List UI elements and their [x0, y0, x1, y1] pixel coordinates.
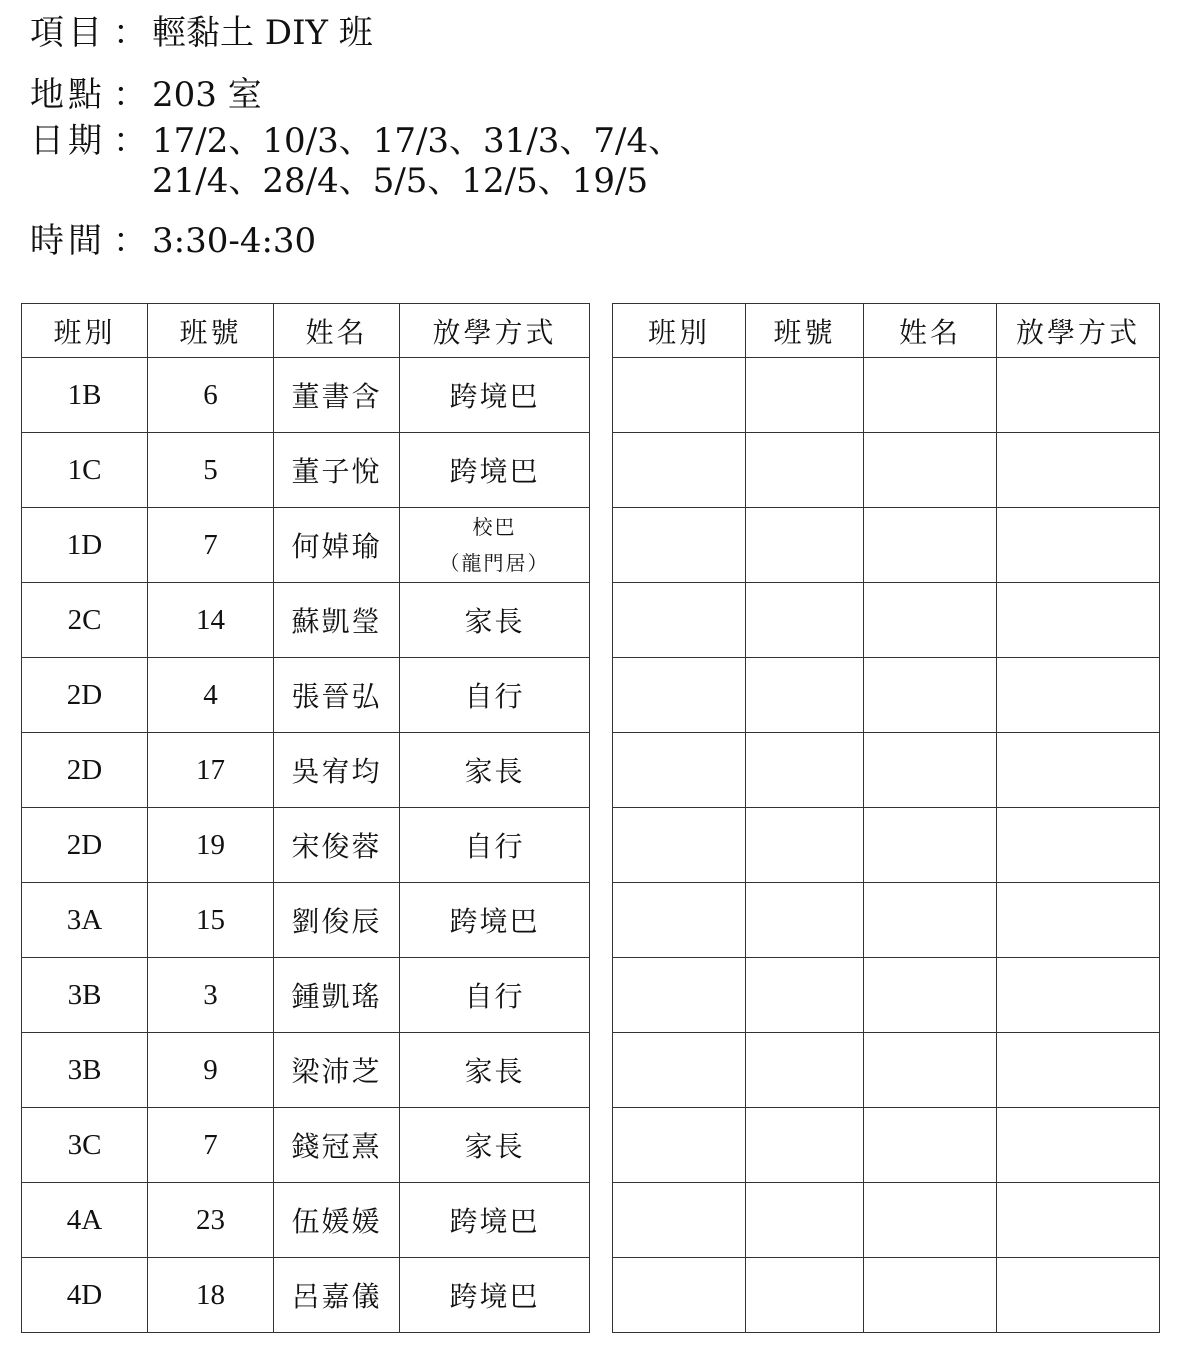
- cell-class: 4A: [22, 1183, 148, 1258]
- cell-number: [746, 1108, 864, 1183]
- header-name: 姓名: [274, 304, 400, 358]
- cell-class: 4D: [22, 1258, 148, 1333]
- cell-name: 蘇凱瑩: [274, 583, 400, 658]
- header-row: [613, 304, 1160, 358]
- table-row: [613, 433, 1160, 508]
- cell-class: 3B: [22, 1033, 148, 1108]
- cell-dismissal: [997, 958, 1160, 1033]
- cell-dismissal: [400, 508, 590, 583]
- header-class: 班別: [613, 304, 746, 358]
- cell-class: [613, 1108, 746, 1183]
- cell-number: 15: [148, 883, 274, 958]
- dates-colon: ：: [113, 121, 147, 161]
- table-row: [613, 1033, 1160, 1108]
- cell-number: [746, 808, 864, 883]
- cell-class: [613, 1258, 746, 1333]
- location-value: 203 室: [152, 75, 262, 115]
- cell-number: 4: [148, 658, 274, 733]
- dismissal-line-1: 校巴: [472, 515, 517, 539]
- header-row: [22, 304, 590, 358]
- table-row: [613, 358, 1160, 433]
- cell-name: 何婥瑜: [274, 508, 400, 583]
- cell-number: 7: [148, 1108, 274, 1183]
- cell-name: [864, 1258, 997, 1333]
- location-colon: ：: [113, 75, 147, 115]
- cell-dismissal: 家長: [400, 583, 590, 658]
- dates-label: 日期: [30, 121, 106, 161]
- cell-class: 1D: [22, 508, 148, 583]
- cell-number: [746, 883, 864, 958]
- table-row: [22, 1183, 590, 1258]
- time-colon: ：: [113, 221, 147, 261]
- cell-name: 錢冠熹: [274, 1108, 400, 1183]
- table-row: [22, 958, 590, 1033]
- cell-class: [613, 733, 746, 808]
- cell-class: 1C: [22, 433, 148, 508]
- cell-number: [746, 658, 864, 733]
- cell-name: 鍾凱瑤: [274, 958, 400, 1033]
- header-class: 班別: [22, 304, 148, 358]
- cell-name: [864, 358, 997, 433]
- cell-class: 2D: [22, 658, 148, 733]
- project-label: 項目: [30, 13, 106, 53]
- cell-dismissal: 跨境巴: [400, 433, 590, 508]
- cell-dismissal: [997, 1258, 1160, 1333]
- cell-class: [613, 358, 746, 433]
- cell-class: 3C: [22, 1108, 148, 1183]
- table-row: [613, 808, 1160, 883]
- cell-dismissal: [997, 658, 1160, 733]
- project-colon: ：: [113, 13, 147, 53]
- header-dismissal: 放學方式: [400, 304, 590, 358]
- cell-class: 3B: [22, 958, 148, 1033]
- cell-dismissal: 家長: [400, 1108, 590, 1183]
- cell-class: [613, 508, 746, 583]
- cell-name: 劉俊辰: [274, 883, 400, 958]
- cell-number: 5: [148, 433, 274, 508]
- table-row: [22, 883, 590, 958]
- cell-number: [746, 1183, 864, 1258]
- cell-name: [864, 1033, 997, 1108]
- cell-class: 1B: [22, 358, 148, 433]
- cell-number: 17: [148, 733, 274, 808]
- cell-name: [864, 958, 997, 1033]
- time-value: 3:30-4:30: [152, 221, 317, 261]
- cell-class: [613, 658, 746, 733]
- cell-number: [746, 358, 864, 433]
- table-row: [22, 358, 590, 433]
- cell-dismissal: 跨境巴: [400, 358, 590, 433]
- header-name: 姓名: [864, 304, 997, 358]
- cell-dismissal: 自行: [400, 808, 590, 883]
- cell-dismissal: [997, 808, 1160, 883]
- table-row: [22, 433, 590, 508]
- cell-number: [746, 583, 864, 658]
- cell-name: 張晉弘: [274, 658, 400, 733]
- cell-dismissal: [997, 1033, 1160, 1108]
- cell-dismissal: 自行: [400, 658, 590, 733]
- cell-dismissal: 自行: [400, 958, 590, 1033]
- cell-class: 2C: [22, 583, 148, 658]
- table-row: [22, 508, 590, 583]
- table-row: [22, 808, 590, 883]
- cell-name: 董書含: [274, 358, 400, 433]
- header-number: 班號: [148, 304, 274, 358]
- table-row: [22, 733, 590, 808]
- dates-line-2: [30, 158, 648, 204]
- cell-dismissal: [997, 358, 1160, 433]
- cell-class: 3A: [22, 883, 148, 958]
- table-row: [613, 508, 1160, 583]
- table-row: [613, 1183, 1160, 1258]
- cell-dismissal: [997, 1183, 1160, 1258]
- table-row: [613, 1108, 1160, 1183]
- dates-value-line1: 17/2、10/3、17/3、31/3、7/4、: [152, 121, 683, 161]
- cell-name: [864, 658, 997, 733]
- dismissal-line-2: （龍門居）: [439, 551, 550, 575]
- cell-name: [864, 508, 997, 583]
- cell-name: 董子悅: [274, 433, 400, 508]
- cell-class: [613, 883, 746, 958]
- table-row: [613, 583, 1160, 658]
- time-label: 時間: [30, 221, 106, 261]
- cell-number: [746, 1033, 864, 1108]
- cell-name: 伍媛媛: [274, 1183, 400, 1258]
- table-row: [613, 1258, 1160, 1333]
- dates-value-line2: 21/4、28/4、5/5、12/5、19/5: [152, 161, 649, 201]
- cell-name: [864, 583, 997, 658]
- cell-name: [864, 1183, 997, 1258]
- cell-number: [746, 433, 864, 508]
- cell-dismissal: 跨境巴: [400, 883, 590, 958]
- cell-class: [613, 433, 746, 508]
- cell-number: [746, 958, 864, 1033]
- cell-number: 6: [148, 358, 274, 433]
- cell-dismissal: [997, 733, 1160, 808]
- table-row: [22, 1033, 590, 1108]
- cell-class: 2D: [22, 733, 148, 808]
- cell-class: [613, 1183, 746, 1258]
- cell-number: 7: [148, 508, 274, 583]
- blank-roster-table: [612, 303, 1160, 1333]
- table-row: [22, 658, 590, 733]
- cell-name: [864, 883, 997, 958]
- cell-number: 18: [148, 1258, 274, 1333]
- student-roster-table: [21, 303, 590, 1333]
- cell-number: [746, 733, 864, 808]
- cell-name: [864, 808, 997, 883]
- location-line: [30, 72, 262, 118]
- cell-number: 9: [148, 1033, 274, 1108]
- cell-number: 23: [148, 1183, 274, 1258]
- cell-number: 14: [148, 583, 274, 658]
- cell-name: 呂嘉儀: [274, 1258, 400, 1333]
- cell-number: 19: [148, 808, 274, 883]
- cell-dismissal: [997, 433, 1160, 508]
- cell-number: 3: [148, 958, 274, 1033]
- cell-class: [613, 958, 746, 1033]
- cell-class: 2D: [22, 808, 148, 883]
- header-number: 班號: [746, 304, 864, 358]
- cell-dismissal: [997, 883, 1160, 958]
- cell-class: [613, 808, 746, 883]
- cell-class: [613, 583, 746, 658]
- cell-name: [864, 1108, 997, 1183]
- cell-dismissal: [997, 1108, 1160, 1183]
- cell-dismissal: 跨境巴: [400, 1258, 590, 1333]
- table-row: [613, 733, 1160, 808]
- table-row: [22, 1108, 590, 1183]
- cell-name: 梁沛芝: [274, 1033, 400, 1108]
- location-label: 地點: [30, 75, 106, 115]
- cell-number: [746, 1258, 864, 1333]
- table-row: [613, 958, 1160, 1033]
- cell-name: 宋俊蓉: [274, 808, 400, 883]
- project-line: [30, 10, 373, 56]
- header-dismissal: 放學方式: [997, 304, 1160, 358]
- cell-name: [864, 733, 997, 808]
- cell-dismissal: 家長: [400, 733, 590, 808]
- cell-dismissal: 跨境巴: [400, 1183, 590, 1258]
- table-row: [22, 583, 590, 658]
- cell-dismissal: 家長: [400, 1033, 590, 1108]
- time-line: [30, 218, 316, 264]
- cell-dismissal: [997, 583, 1160, 658]
- cell-dismissal: [997, 508, 1160, 583]
- cell-number: [746, 508, 864, 583]
- blank-rows: [613, 358, 1160, 1333]
- table-row: [22, 1258, 590, 1333]
- cell-name: [864, 433, 997, 508]
- cell-name: 吳宥均: [274, 733, 400, 808]
- cell-class: [613, 1033, 746, 1108]
- table-row: [613, 883, 1160, 958]
- table-row: [613, 658, 1160, 733]
- project-value: 輕黏土 DIY 班: [152, 13, 373, 53]
